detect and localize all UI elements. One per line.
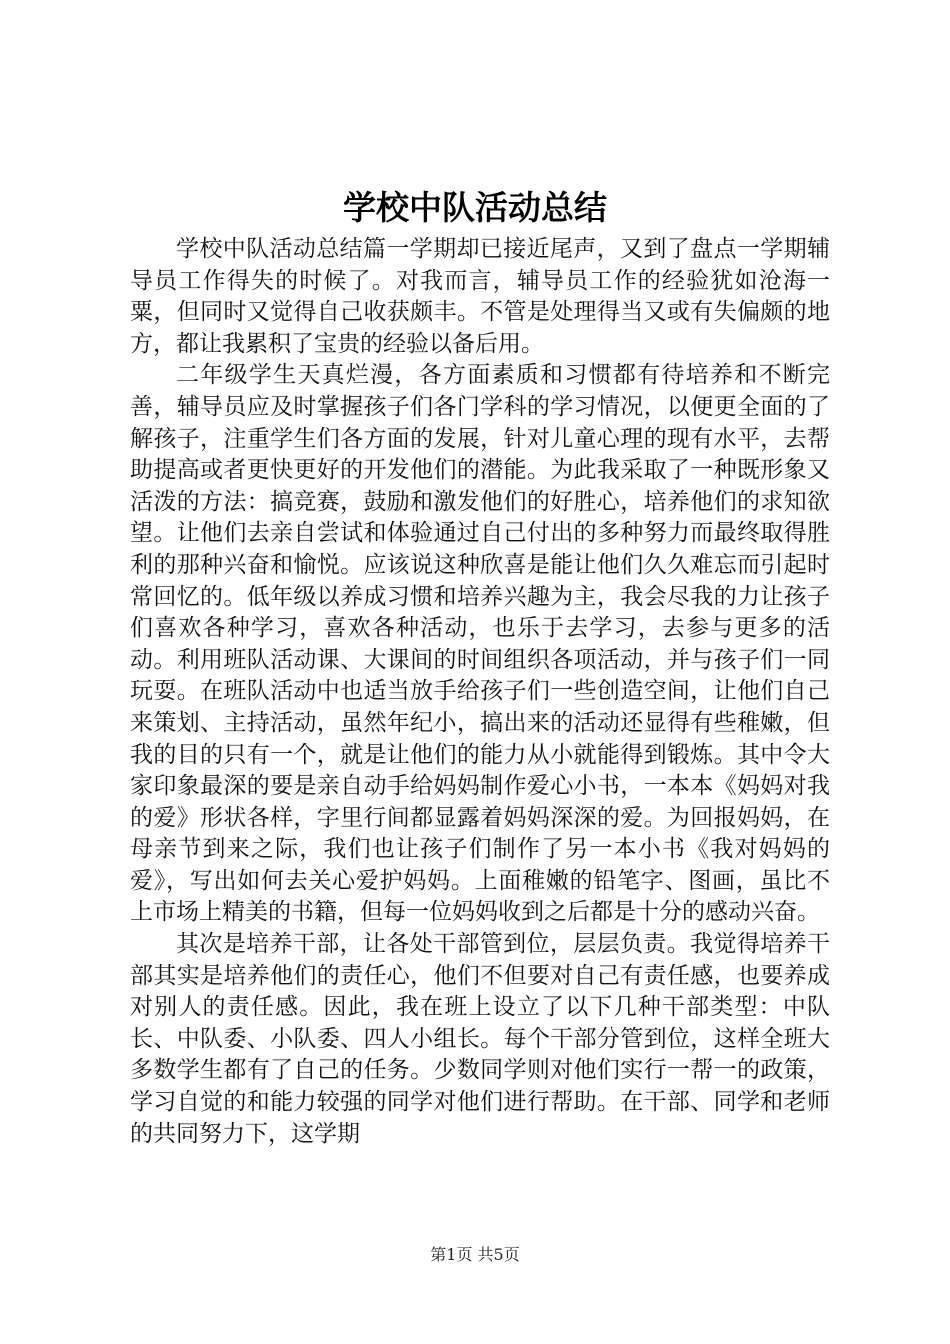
paragraph: 学校中队活动总结篇一学期却已接近尾声，又到了盘点一学期辅导员工作得失的时候了。对我而言，辅导员工作的经验犹如沧海一粟，但同时又觉得自己收获颇丰。不管是处理得当又或有失偏颇的地方，都让我累积了宝贵的经验以备后用。: [130, 236, 830, 357]
document-title: 学校中队活动总结: [343, 188, 607, 227]
document-body: [130, 234, 830, 1150]
paragraph: 二年级学生天真烂漫，各方面素质和习惯都有待培养和不断完善，辅导员应及时掌握孩子们各门学科的学习情况，以便更全面的了解孩子，注重学生们各方面的发展，针对儿童心理的现有水平，去帮助提高或者更快更好的开发他们的潜能。为此我采取了一种既形象又活泼的方法：搞竞赛，鼓励和激发他们的好胜心，培养他们的求知欲望。让他们去亲自尝试和体验通过自己付出的多种努力而最终取得胜利的那种兴奋和愉悦。应该说这种欣喜是能让他们久久难忘而引起时常回忆的。低年级以养成习惯和培养兴趣为主，我会尽我的力让孩子们喜欢各种学习，喜欢各种活动，也乐于去学习，去参与更多的活动。利用班队活动课、大课间的时间组织各项活动，并与孩子们一同玩耍。在班队活动中也适当放手给孩子们一些创造空间，让他们自己来策划、主持活动，虽然年纪小，搞出来的活动还显得有些稚嫩，但我的目的只有一个，就是让他们的能力从小就能得到锻炼。其中令大家印象最深的要是亲自动手给妈妈制作爱心小书，一本本《妈妈对我的爱》形状各样，字里行间都显露着妈妈深深的爱。为回报妈妈，在母亲节到来之际，我们也让孩子们制作了另一本小书《我对妈妈的爱》，写出如何去关心爱护妈妈。上面稚嫩的铅笔字、图画，虽比不上市场上精美的书籍，但每一位妈妈收到之后都是十分的感动兴奋。: [130, 362, 830, 926]
page-footer: 第1页 共5页: [430, 1245, 520, 1264]
paragraph: 其次是培养干部，让各处干部管到位，层层负责。我觉得培养干部其实是培养他们的责任心，他们不但要对自己有责任感，也要养成对别人的责任感。因此，我在班上设立了以下几种干部类型：中队长、中队委、小队委、四人小组长。每个干部分管到位，这样全班大多数学生都有了自己的任务。少数同学则对他们实行一帮一的政策，学习自觉的和能力较强的同学对他们进行帮助。在干部、同学和老师的共同努力下，这学期: [130, 931, 830, 1147]
